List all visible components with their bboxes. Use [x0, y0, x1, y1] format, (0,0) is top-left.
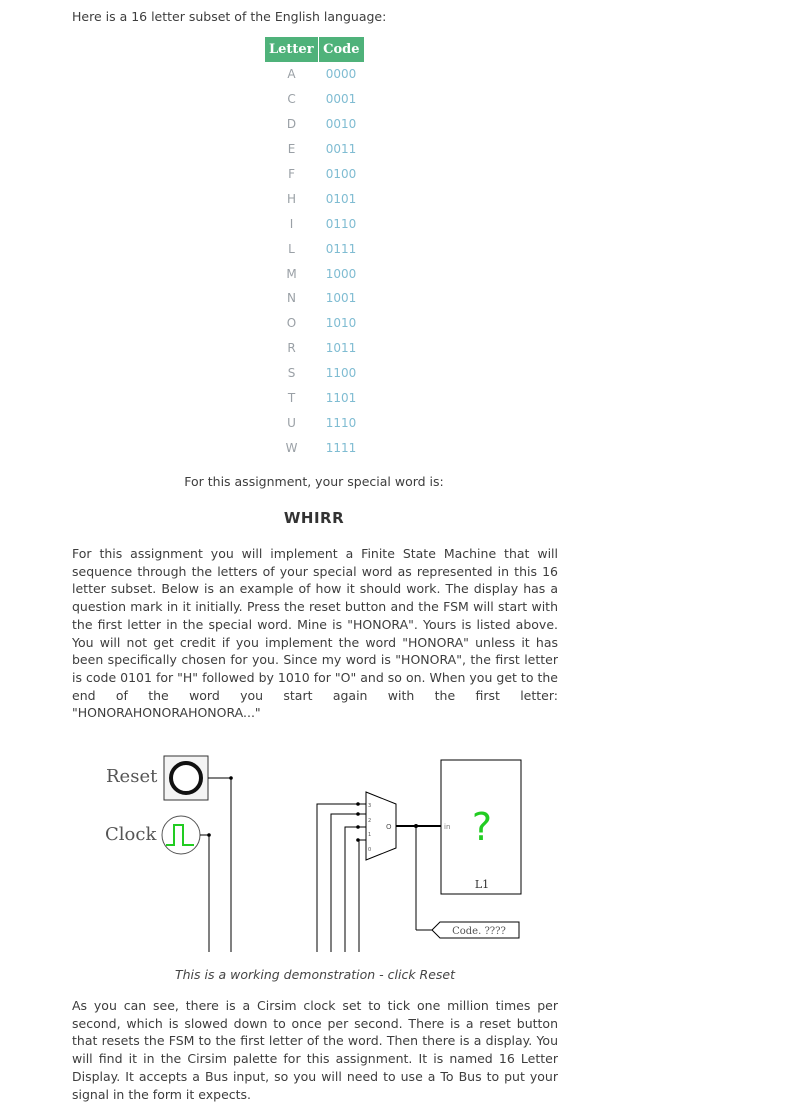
letter-code-table	[265, 37, 364, 460]
table-row	[265, 162, 364, 187]
table-row	[265, 112, 364, 137]
code-cell: 0101	[325, 191, 357, 206]
letter-cell: E	[287, 142, 296, 157]
code-cell: 1010	[325, 316, 357, 331]
code-cell: 1001	[325, 291, 357, 306]
letter-cell: I	[289, 216, 294, 231]
letter-cell: T	[287, 391, 296, 406]
table-row	[265, 137, 364, 162]
code-cell: 1011	[325, 341, 357, 356]
table-row	[265, 386, 364, 411]
code-cell: 1110	[325, 415, 357, 430]
table-row	[265, 87, 364, 112]
reset-label: Reset	[106, 766, 158, 787]
code-cell: 1100	[325, 366, 357, 381]
code-cell: 0110	[325, 216, 357, 231]
display-label: L1	[474, 878, 490, 891]
code-cell: 0111	[325, 241, 357, 256]
table-row	[265, 211, 364, 236]
demo-caption: This is a working demonstration - click Reset	[174, 967, 456, 982]
intro-text: Here is a 16 letter subset of the English language:	[72, 9, 387, 24]
table-row	[265, 261, 364, 286]
letter-cell: W	[285, 440, 298, 455]
code-cell: 0000	[325, 67, 357, 82]
svg-text:2: 2	[368, 818, 372, 824]
to-bus-component[interactable]	[366, 792, 396, 860]
table-header-row	[265, 37, 364, 62]
table-row	[265, 435, 364, 460]
special-word: WHIRR	[283, 509, 345, 527]
table-row	[265, 361, 364, 386]
table-row	[265, 410, 364, 435]
explanation-paragraph: As you can see, there is a Cirsim clock set to tick one million times per second, which is slowed down to once per second. There is a reset button that resets the FSM to the first letter of the word. Then there is a display. You will find it in the Cirsim palette for this assignment. It is named 16 Letter Display. It accepts a Bus input, so you will need to use a To Bus to put your signal in the form it expects.	[72, 998, 558, 1102]
letter-cell: R	[287, 341, 296, 356]
letter-cell: U	[287, 415, 296, 430]
display-in-label: in	[444, 823, 451, 831]
table-row	[265, 311, 364, 336]
svg-text:1: 1	[368, 832, 372, 838]
letter-cell: L	[288, 241, 295, 256]
letter-cell: F	[288, 167, 295, 181]
svg-text:3: 3	[368, 803, 372, 809]
code-cell: 0001	[325, 92, 357, 107]
clock-icon[interactable]	[162, 816, 200, 854]
special-word-label: For this assignment, your special word is:	[184, 474, 444, 489]
display-char: ?	[471, 805, 493, 849]
circuit-demo[interactable]	[96, 752, 536, 952]
letter-column-header: Letter	[265, 37, 318, 62]
letter-cell: N	[287, 291, 297, 306]
bus-out-label: O	[386, 823, 392, 831]
letter-display	[441, 760, 521, 894]
letter-cell: H	[287, 191, 297, 206]
code-probe	[432, 922, 519, 938]
letter-cell: S	[287, 366, 296, 381]
clock-label: Clock	[105, 824, 157, 845]
table-row	[265, 186, 364, 211]
letter-cell: O	[286, 316, 297, 331]
letter-cell: A	[287, 67, 296, 82]
probe-label: Code. ????	[452, 926, 506, 937]
letter-cell: M	[286, 266, 297, 281]
code-cell: 1101	[325, 391, 357, 406]
code-cell: 0010	[325, 117, 357, 132]
code-cell: 1111	[325, 440, 357, 455]
code-cell: 0011	[325, 142, 357, 157]
code-cell: 1000	[325, 266, 357, 281]
table-row	[265, 286, 364, 311]
code-column-header: Code	[318, 37, 364, 62]
letter-cell: C	[287, 92, 296, 107]
svg-text:0: 0	[368, 847, 372, 853]
letter-cell: D	[286, 117, 297, 132]
table-row	[265, 336, 364, 361]
code-cell: 0100	[325, 167, 357, 181]
reset-button[interactable]	[164, 756, 208, 800]
table-row	[265, 236, 364, 261]
table-row	[265, 62, 364, 87]
assignment-paragraph: For this assignment you will implement a Finite State Machine that will sequence through the letters of your special word as represented in this 16 letter subset. Below is an example of how it should work. The display has a question mark in it initially. Press the reset button and the FSM will start with the first letter in the special word. Mine is "HONORA". Yours is listed above. You will not get credit if you implement the word "HONORA" unless it has been specifically chosen for you. Since my word is "HONORA", the first letter is code 0101 for "H" followed by 1010 for "O" and so on. When you get to the end of the word you start again with the first letter: "HONORAHONORAHONORA..."	[72, 546, 558, 721]
